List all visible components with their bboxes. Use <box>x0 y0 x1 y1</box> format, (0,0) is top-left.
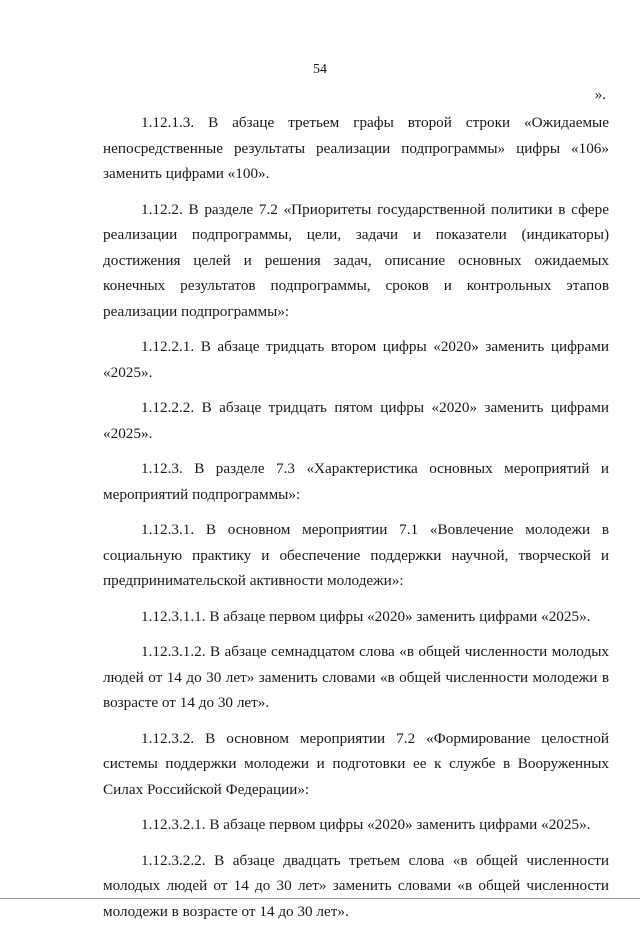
document-body <box>103 110 609 934</box>
paragraph-1-12-3-2-2: 1.12.3.2.2. В абзаце двадцать третьем слова «в общей численности молодых людей от 14 до 30 лет» заменить словами «в общей численности молодежи в возрасте от 14 до 30 лет». <box>103 851 609 920</box>
paragraph-1-12-3-1-2: 1.12.3.1.2. В абзаце семнадцатом слова «в общей численности молодых людей от 14 до 30 лет» заменить словами «в общей численности молодежи в возрасте от 14 до 30 лет». <box>103 643 609 711</box>
page-number: 54 <box>313 62 327 77</box>
paragraph-1-12-3-2: 1.12.3.2. В основном мероприятии 7.2 «Формирование целостной системы поддержки молодежи и подготовки ее к службе в Вооруженных Силах Российской Федерации»: <box>103 729 609 798</box>
paragraph-1-12-2: 1.12.2. В разделе 7.2 «Приоритеты государственной политики в сфере реализации подпрограммы, цели, задачи и показатели (индикаторы) достижения целей и решения задач, описание основных ожидаемых конечных результатов подпрограммы, сроков и контрольных этапов реализации подпрограммы»: <box>103 200 609 320</box>
closing-quote: ». <box>594 87 606 103</box>
scan-edge-line <box>0 898 640 899</box>
paragraph-1-12-2-2: 1.12.2.2. В абзаце тридцать пятом цифры «2020» заменить цифрами «2025». <box>103 399 609 442</box>
paragraph-1-12-3-1: 1.12.3.1. В основном мероприятии 7.1 «Вовлечение молодежи в социальную практику и обеспечение поддержки научной, творческой и предпринимательской активности молодежи»: <box>103 521 609 589</box>
paragraph-1-12-2-1: 1.12.2.1. В абзаце тридцать втором цифры «2020» заменить цифрами «2025». <box>103 338 609 381</box>
paragraph-1-12-3-1-1: 1.12.3.1.1. В абзаце первом цифры «2020» заменить цифрами «2025». <box>141 607 591 625</box>
paragraph-1-12-1-3: 1.12.1.3. В абзаце третьем графы второй строки «Ожидаемые непосредственные результаты реализации подпрограммы» цифры «106» заменить цифрами «100». <box>103 114 609 182</box>
paragraph-1-12-3-2-1: 1.12.3.2.1. В абзаце первом цифры «2020» заменить цифрами «2025». <box>141 816 591 833</box>
paragraph-1-12-3: 1.12.3. В разделе 7.3 «Характеристика основных мероприятий и мероприятий подпрограммы»: <box>103 460 609 503</box>
